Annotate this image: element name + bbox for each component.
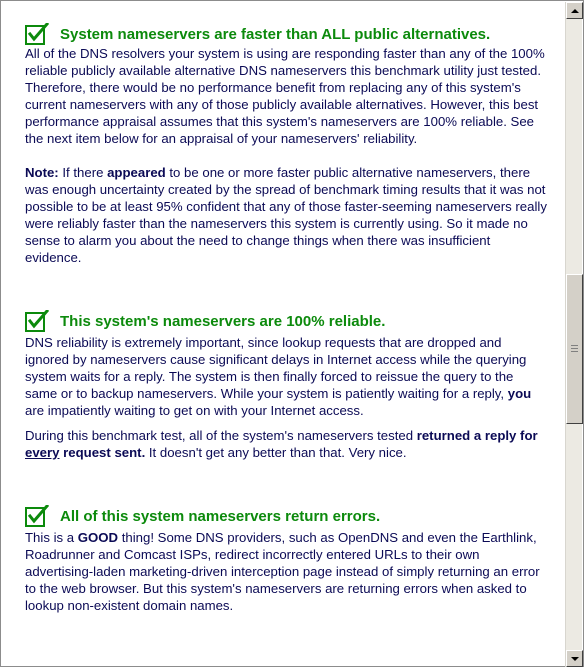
heading-text: All of this system nameservers return errors. [60,507,381,525]
text: are impatiently waiting to get on with your Internet access. [25,403,364,418]
text: It doesn't get any better than that. Very nice. [145,445,407,460]
grip-line [571,348,578,349]
section-errors [25,505,549,614]
grip-line [571,345,578,346]
emphasis: returned a reply for [416,428,538,443]
vertical-scrollbar[interactable] [565,2,582,667]
grip-line [571,351,578,352]
scroll-down-button[interactable] [566,650,583,667]
text: During this benchmark test, all of the system's nameservers tested [25,428,417,443]
report-content [3,3,565,666]
paragraph: All of the DNS resolvers your system is using are responding faster than any of the 100% reliable publicly available alternative DNS nameservers this benchmark utility just tested. Therefore, there would be no performance benefit from replacing any of this system's current nameservers with any of those publicly available alternatives. However, this best performance appraisal assumes that this system's nameservers are 100% reliable. See the next item below for an appraisal of your nameservers' reliability. [25,46,545,146]
text: to be one or more faster public alternative nameservers, there was enough uncertainty created by the spread of benchmark timing results that it was not possible to be at least 95% confident that any of those faster-seeming nameservers really were reliably faster than the nameservers this system is currently using. So it made no sense to alarm you about the need to change things when there was insufficient evidence. [25,165,547,265]
note-paragraph [25,164,549,266]
heading-text: System nameservers are faster than ALL public alternatives. [60,25,491,43]
scrollbar-thumb[interactable] [566,274,583,424]
check-icon [25,310,49,332]
emphasis: request sent. [59,445,146,460]
arrow-down-icon [571,657,579,661]
scroll-up-button[interactable] [566,2,583,19]
heading-text: This system's nameservers are 100% reliable. [60,312,386,330]
section-reliability [25,310,549,461]
paragraph [25,427,549,461]
paragraph [25,529,549,614]
arrow-up-icon [571,9,579,13]
text: thing! Some DNS providers, such as OpenDNS and even the Earthlink, Roadrunner and Comcast ISPs, redirect incorrectly entered URLs to their own advertising-laden marketing-driven interception page instead of simply returning an error to the web browser. But this system's nameservers are returning errors when asked to lookup non-existent domain names. [25,530,540,613]
underlined-emphasis: every [25,445,60,460]
note-label: Note: [25,165,59,180]
section-heading [25,505,549,527]
text: If there [58,165,108,180]
paragraph [25,334,549,419]
section-heading [25,310,549,332]
emphasis: you [507,386,532,401]
text: This is a [25,530,78,545]
section-faster-nameservers [25,23,549,266]
text: DNS reliability is extremely important, since lookup requests that are dropped and ignored by nameservers cause significant delays in Internet access while the querying system waits for a reply. The system is then finally forced to reissue the query to the same or to backup nameservers. While your system is patiently waiting for a reply, [25,335,527,401]
check-icon [25,505,49,527]
emphasis: appeared [107,165,166,180]
emphasis: GOOD [77,530,119,545]
check-icon [25,23,49,45]
section-heading [25,23,549,45]
